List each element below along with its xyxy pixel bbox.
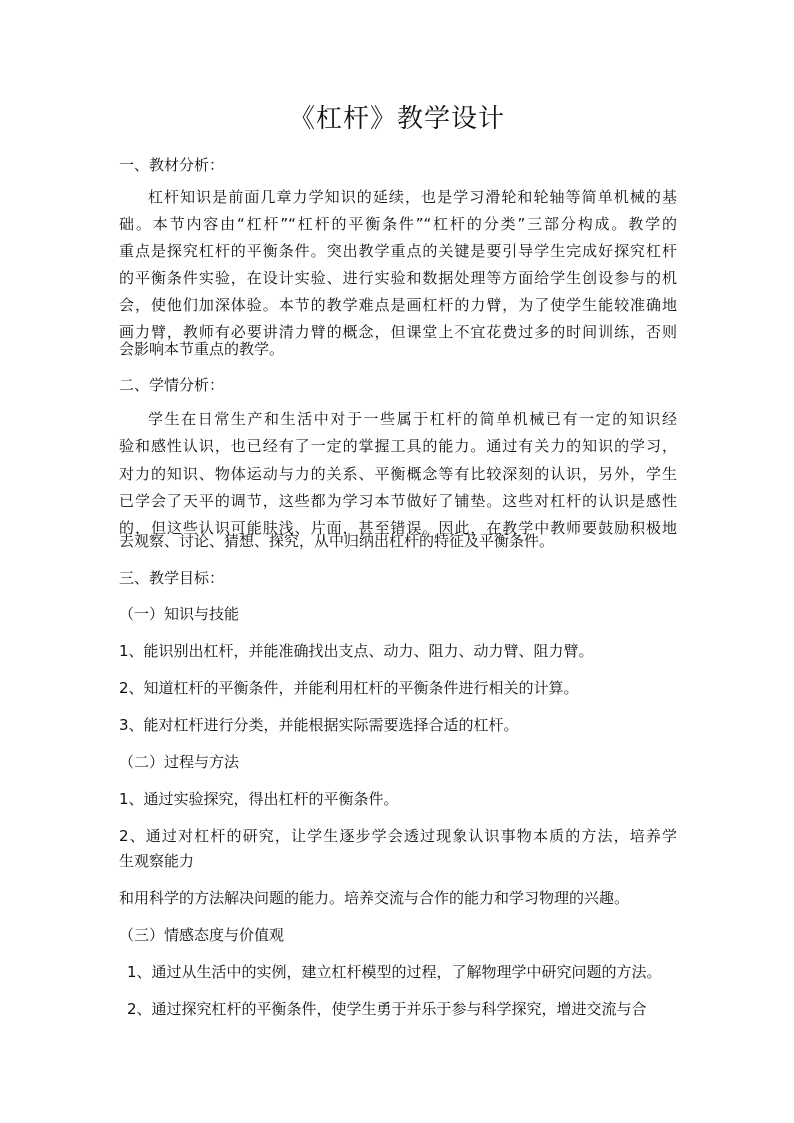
section-heading-students: 二、学情分析：	[119, 376, 225, 394]
paragraph-line: 重点是探究杠杆的平衡条件。突出教学重点的关键是要引导学生完成好探究杠杆	[119, 242, 677, 260]
paragraph-line: 的平衡条件实验，在设计实验、进行实验和数据处理等方面给学生创设参与的机	[119, 269, 677, 287]
section-heading-objectives: 三、教学目标：	[119, 569, 225, 587]
objective-item: 1、通过实验探究，得出杠杆的平衡条件。	[119, 790, 399, 808]
subsection-heading-attitude: （三）情感态度与价值观	[119, 926, 285, 944]
paragraph-line: 已学会了天平的调节，这些都为学习本节做好了铺垫。这些对杠杆的认识是感性	[119, 492, 677, 510]
paragraph-line: 学生在日常生产和生活中对于一些属于杠杆的简单机械已有一定的知识经	[148, 410, 677, 428]
subsection-heading-process: （二）过程与方法	[119, 753, 240, 771]
paragraph-line: 的，但这些认识可能肤浅、片面，甚至错误。因此，在教学中教师要鼓励积极地	[119, 519, 677, 537]
objective-item: 2、通过对杠杆的研究，让学生逐步学会透过现象认识事物本质的方法，培养学	[119, 827, 677, 845]
objective-item: 3、能对杠杆进行分类，并能根据实际需要选择合适的杠杆。	[119, 716, 519, 734]
paragraph-line: 画力臂，教师有必要讲清力臂的概念，但课堂上不宜花费过多的时间训练，否则	[119, 323, 677, 341]
section-heading-materials: 一、教材分析：	[119, 156, 225, 174]
objective-item: 1、能识别出杠杆，并能准确找出支点、动力、阻力、动力臂、阻力臂。	[119, 642, 594, 660]
paragraph-line: 础。本节内容由“杠杆”“杠杆的平衡条件”“杠杆的分类”三部分构成。教学的	[119, 215, 677, 233]
objective-item: 2、通过探究杠杆的平衡条件，使学生勇于并乐于参与科学探究，增进交流与合	[127, 1000, 647, 1018]
paragraph-line: 杠杆知识是前面几章力学知识的延续，也是学习滑轮和轮轴等简单机械的基	[148, 188, 677, 206]
paragraph-line: 对力的知识、物体运动与力的关系、平衡概念等有比较深刻的认识，另外，学生	[119, 465, 677, 483]
paragraph-line: 验和感性认识，也已经有了一定的掌握工具的能力。通过有关力的知识的学习，	[119, 437, 677, 455]
document-title: 《杠杆》教学设计	[288, 104, 505, 134]
objective-item-continuation: 和用科学的方法解决问题的能力。培养交流与合作的能力和学习物理的兴趣。	[119, 889, 630, 907]
objective-item: 2、知道杠杆的平衡条件，并能利用杠杆的平衡条件进行相关的计算。	[119, 679, 579, 697]
paragraph-line: 会，使他们加深体验。本节的教学难点是画杠杆的力臂，为了使学生能较准确地	[119, 296, 677, 314]
paragraph-line: 去观察、讨论、猜想、探究，从中归纳出杠杆的特征及平衡条件。	[119, 532, 555, 550]
objective-item: 1、通过从生活中的实例，建立杠杆模型的过程，了解物理学中研究问题的方法。	[127, 963, 662, 981]
objective-item-continuation: 生观察能力	[119, 852, 195, 870]
paragraph-line: 会影响本节重点的教学。	[119, 340, 285, 358]
subsection-heading-knowledge: （一）知识与技能	[119, 605, 240, 623]
